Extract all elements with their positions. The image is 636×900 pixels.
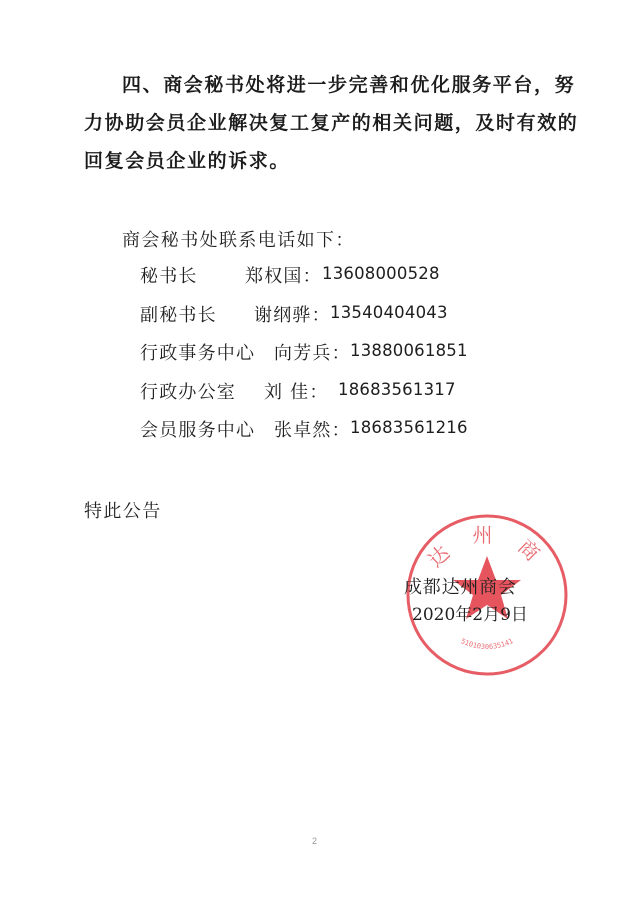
contact-phone: 13608000528 — [322, 264, 440, 283]
seal-ring-text: 达 州 商 — [423, 523, 551, 572]
contact-title: 秘书长 — [140, 266, 198, 287]
contact-name: 向芳兵： — [274, 343, 351, 364]
contact-phone: 13540404043 — [330, 302, 448, 322]
contact-name: 谢纲骅： — [254, 304, 331, 326]
signature-date: 2020年2月9日 — [412, 605, 528, 625]
contact-title: 行政事务中心 — [140, 343, 256, 364]
paragraph-line-2: 力协助会员企业解决复工复产的相关问题，及时有效的 — [84, 112, 579, 134]
contact-intro: 商会秘书处联系电话如下： — [122, 230, 355, 251]
contact-name: 张卓然： — [274, 420, 351, 441]
contact-title: 会员服务中心 — [140, 420, 256, 441]
signature-organization: 成都达州商会 — [404, 577, 517, 598]
paragraph-four — [84, 66, 579, 180]
contact-title: 副秘书长 — [140, 304, 217, 326]
paragraph-line-1: 四、商会秘书处将进一步完善和优化服务平台，努 — [122, 74, 576, 96]
paragraph-line-3: 回复会员企业的诉求。 — [84, 150, 291, 172]
contact-name: 刘 佳： — [264, 381, 329, 403]
contact-phone: 18683561216 — [350, 418, 468, 437]
contact-name: 郑权国： — [245, 266, 322, 287]
contact-phone: 18683561317 — [338, 379, 456, 399]
contact-title: 行政办公室 — [140, 381, 236, 403]
page-number: 2 — [312, 836, 318, 846]
seal-serial-number: 5101030635141 — [459, 637, 515, 651]
closing-notice: 特此公告 — [84, 501, 162, 522]
contact-phone: 13880061851 — [350, 341, 468, 360]
